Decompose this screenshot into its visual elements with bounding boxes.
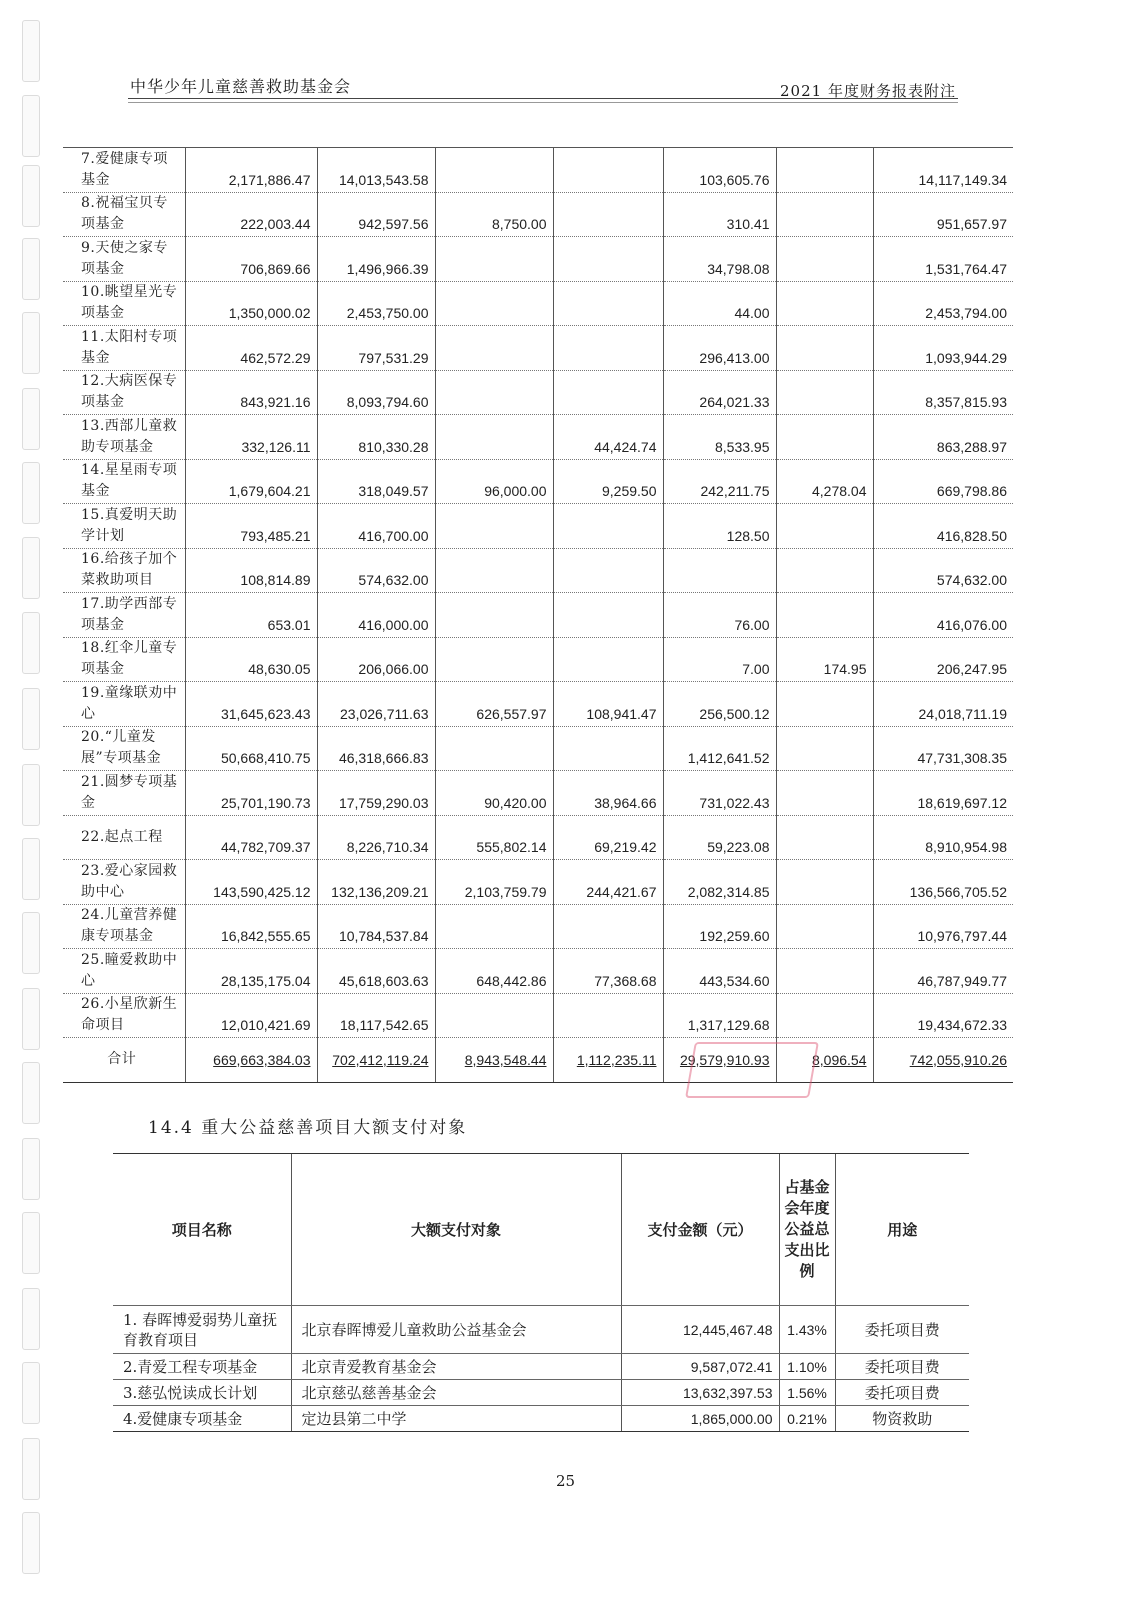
value-cell-c5: 103,605.76 bbox=[663, 148, 776, 193]
value-cell-c4: 44,424.74 bbox=[553, 415, 663, 460]
value-cell-c5: 44.00 bbox=[663, 281, 776, 326]
value-cell-c3 bbox=[435, 593, 553, 638]
payment-ratio-cell: 0.21% bbox=[779, 1406, 835, 1432]
value-cell-c4 bbox=[553, 192, 663, 237]
value-cell-c3: 8,750.00 bbox=[435, 192, 553, 237]
value-cell-c4: 244,421.67 bbox=[553, 860, 663, 905]
value-cell-c7: 416,828.50 bbox=[873, 504, 1013, 549]
payment-project-cell: 2.青爱工程专项基金 bbox=[113, 1354, 291, 1380]
value-cell-c6 bbox=[776, 726, 873, 771]
value-cell-c5: 2,082,314.85 bbox=[663, 860, 776, 905]
value-cell-c7: 136,566,705.52 bbox=[873, 860, 1013, 905]
value-cell-c3: 626,557.97 bbox=[435, 682, 553, 727]
value-cell-c2: 18,117,542.65 bbox=[317, 993, 435, 1038]
value-cell-c3 bbox=[435, 726, 553, 771]
value-cell-c5: 192,259.60 bbox=[663, 904, 776, 949]
binding-hole bbox=[22, 312, 40, 374]
binding-hole bbox=[22, 612, 40, 674]
value-cell-c1: 44,782,709.37 bbox=[185, 815, 317, 860]
value-cell-c7: 47,731,308.35 bbox=[873, 726, 1013, 771]
value-cell-c4: 9,259.50 bbox=[553, 459, 663, 504]
value-cell-c7: 206,247.95 bbox=[873, 637, 1013, 682]
value-cell-c5: 731,022.43 bbox=[663, 771, 776, 816]
table-header-row bbox=[113, 1154, 969, 1306]
binding-hole bbox=[22, 238, 40, 300]
binding-hole bbox=[22, 1438, 40, 1500]
value-cell-c5: 8,533.95 bbox=[663, 415, 776, 460]
table-row bbox=[63, 949, 1013, 994]
payment-ratio-cell: 1.10% bbox=[779, 1354, 835, 1380]
value-cell-c3 bbox=[435, 326, 553, 371]
value-cell-c6 bbox=[776, 370, 873, 415]
value-cell-c6 bbox=[776, 949, 873, 994]
value-cell-c5: 264,021.33 bbox=[663, 370, 776, 415]
table-row bbox=[63, 771, 1013, 816]
value-cell-c4 bbox=[553, 237, 663, 282]
value-cell-c5: 296,413.00 bbox=[663, 326, 776, 371]
value-cell-c5: 7.00 bbox=[663, 637, 776, 682]
value-cell-c6: 4,278.04 bbox=[776, 459, 873, 504]
value-cell-c6 bbox=[776, 326, 873, 371]
table-row bbox=[63, 192, 1013, 237]
value-cell-c7: 1,531,764.47 bbox=[873, 237, 1013, 282]
value-cell-c3: 90,420.00 bbox=[435, 771, 553, 816]
value-cell-c7: 10,976,797.44 bbox=[873, 904, 1013, 949]
value-cell-c6 bbox=[776, 415, 873, 460]
value-cell-c7: 24,018,711.19 bbox=[873, 682, 1013, 727]
value-cell-c6 bbox=[776, 548, 873, 593]
table-row bbox=[63, 993, 1013, 1038]
value-cell-c2: 10,784,537.84 bbox=[317, 904, 435, 949]
value-cell-c4 bbox=[553, 504, 663, 549]
value-cell-c6 bbox=[776, 993, 873, 1038]
value-cell-c6: 8,096.54 bbox=[776, 1038, 873, 1083]
value-cell-c2: 416,700.00 bbox=[317, 504, 435, 549]
value-cell-c1: 48,630.05 bbox=[185, 637, 317, 682]
value-cell-c4: 69,219.42 bbox=[553, 815, 663, 860]
value-cell-c5: 59,223.08 bbox=[663, 815, 776, 860]
value-cell-c4 bbox=[553, 148, 663, 193]
header-rule-thin bbox=[128, 102, 958, 103]
payment-project-cell: 3.慈弘悦读成长计划 bbox=[113, 1380, 291, 1406]
binding-hole bbox=[22, 1512, 40, 1574]
value-cell-c5: 29,579,910.93 bbox=[663, 1038, 776, 1083]
binding-hole bbox=[22, 388, 40, 450]
fund-name-cell: 7.爱健康专项基金 bbox=[63, 148, 185, 193]
fund-name-cell: 12.大病医保专项基金 bbox=[63, 370, 185, 415]
value-cell-c3: 96,000.00 bbox=[435, 459, 553, 504]
fund-name-cell: 9.天使之家专项基金 bbox=[63, 237, 185, 282]
value-cell-c4: 1,112,235.11 bbox=[553, 1038, 663, 1083]
value-cell-c4 bbox=[553, 726, 663, 771]
value-cell-c5: 443,534.60 bbox=[663, 949, 776, 994]
binding-hole bbox=[22, 912, 40, 974]
value-cell-c2: 17,759,290.03 bbox=[317, 771, 435, 816]
table-row bbox=[63, 860, 1013, 905]
value-cell-c5: 1,317,129.68 bbox=[663, 993, 776, 1038]
value-cell-c1: 793,485.21 bbox=[185, 504, 317, 549]
fund-name-cell: 14.星星雨专项基金 bbox=[63, 459, 185, 504]
value-cell-c6: 174.95 bbox=[776, 637, 873, 682]
value-cell-c7: 46,787,949.77 bbox=[873, 949, 1013, 994]
fund-name-cell: 10.眺望星光专项基金 bbox=[63, 281, 185, 326]
value-cell-c1: 669,663,384.03 bbox=[185, 1038, 317, 1083]
fund-name-cell: 15.真爱明天助学计划 bbox=[63, 504, 185, 549]
column-header-ratio: 占基金会年度公益总支出比例 bbox=[779, 1154, 835, 1306]
fund-name-cell: 11.太阳村专项基金 bbox=[63, 326, 185, 371]
value-cell-c7: 742,055,910.26 bbox=[873, 1038, 1013, 1083]
binding-hole bbox=[22, 537, 40, 599]
value-cell-c3: 2,103,759.79 bbox=[435, 860, 553, 905]
value-cell-c6 bbox=[776, 593, 873, 638]
value-cell-c1: 706,869.66 bbox=[185, 237, 317, 282]
value-cell-c5: 310.41 bbox=[663, 192, 776, 237]
value-cell-c2: 45,618,603.63 bbox=[317, 949, 435, 994]
payment-payee-cell: 定边县第二中学 bbox=[291, 1406, 621, 1432]
payment-amount-cell: 13,632,397.53 bbox=[621, 1380, 779, 1406]
value-cell-c3: 555,802.14 bbox=[435, 815, 553, 860]
binding-hole bbox=[22, 1138, 40, 1200]
section-title: 14.4 重大公益慈善项目大额支付对象 bbox=[148, 1118, 468, 1138]
value-cell-c4: 108,941.47 bbox=[553, 682, 663, 727]
payment-amount-cell: 1,865,000.00 bbox=[621, 1406, 779, 1432]
binding-hole bbox=[22, 462, 40, 524]
payment-ratio-cell: 1.43% bbox=[779, 1306, 835, 1354]
value-cell-c3 bbox=[435, 281, 553, 326]
table-row bbox=[63, 415, 1013, 460]
value-cell-c4 bbox=[553, 593, 663, 638]
value-cell-c6 bbox=[776, 504, 873, 549]
value-cell-c7: 8,910,954.98 bbox=[873, 815, 1013, 860]
value-cell-c4 bbox=[553, 993, 663, 1038]
value-cell-c3 bbox=[435, 637, 553, 682]
table-row bbox=[63, 370, 1013, 415]
value-cell-c2: 8,226,710.34 bbox=[317, 815, 435, 860]
value-cell-c7: 1,093,944.29 bbox=[873, 326, 1013, 371]
payment-use-cell: 物资救助 bbox=[835, 1406, 969, 1432]
header-rule bbox=[128, 98, 958, 99]
large-payment-table bbox=[113, 1153, 969, 1432]
value-cell-c4 bbox=[553, 904, 663, 949]
value-cell-c1: 108,814.89 bbox=[185, 548, 317, 593]
fund-name-cell: 22.起点工程 bbox=[63, 815, 185, 860]
value-cell-c2: 46,318,666.83 bbox=[317, 726, 435, 771]
value-cell-c4: 77,368.68 bbox=[553, 949, 663, 994]
column-header-payee: 大额支付对象 bbox=[291, 1154, 621, 1306]
table-row bbox=[63, 904, 1013, 949]
value-cell-c7: 2,453,794.00 bbox=[873, 281, 1013, 326]
value-cell-c7: 863,288.97 bbox=[873, 415, 1013, 460]
payment-payee-cell: 北京慈弘慈善基金会 bbox=[291, 1380, 621, 1406]
value-cell-c2: 206,066.00 bbox=[317, 637, 435, 682]
value-cell-c4: 38,964.66 bbox=[553, 771, 663, 816]
fund-name-cell: 24.儿童营养健康专项基金 bbox=[63, 904, 185, 949]
value-cell-c1: 653.01 bbox=[185, 593, 317, 638]
payment-amount-cell: 12,445,467.48 bbox=[621, 1306, 779, 1354]
fund-name-cell: 16.给孩子加个菜救助项目 bbox=[63, 548, 185, 593]
value-cell-c6 bbox=[776, 281, 873, 326]
value-cell-c2: 942,597.56 bbox=[317, 192, 435, 237]
value-cell-c6 bbox=[776, 682, 873, 727]
binding-hole bbox=[22, 1362, 40, 1424]
binding-hole bbox=[22, 95, 40, 157]
table-row bbox=[63, 459, 1013, 504]
value-cell-c1: 143,590,425.12 bbox=[185, 860, 317, 905]
fund-movement-table bbox=[63, 147, 1013, 1083]
value-cell-c1: 1,350,000.02 bbox=[185, 281, 317, 326]
fund-name-cell: 21.圆梦专项基金 bbox=[63, 771, 185, 816]
value-cell-c7: 669,798.86 bbox=[873, 459, 1013, 504]
binding-hole bbox=[22, 1062, 40, 1124]
value-cell-c7: 416,076.00 bbox=[873, 593, 1013, 638]
value-cell-c6 bbox=[776, 148, 873, 193]
value-cell-c5: 1,412,641.52 bbox=[663, 726, 776, 771]
value-cell-c1: 25,701,190.73 bbox=[185, 771, 317, 816]
table-row bbox=[63, 593, 1013, 638]
value-cell-c2: 2,453,750.00 bbox=[317, 281, 435, 326]
value-cell-c3: 648,442.86 bbox=[435, 949, 553, 994]
value-cell-c4 bbox=[553, 637, 663, 682]
value-cell-c5: 76.00 bbox=[663, 593, 776, 638]
value-cell-c5: 256,500.12 bbox=[663, 682, 776, 727]
value-cell-c3 bbox=[435, 370, 553, 415]
value-cell-c2: 23,026,711.63 bbox=[317, 682, 435, 727]
fund-name-cell: 13.西部儿童救助专项基金 bbox=[63, 415, 185, 460]
value-cell-c6 bbox=[776, 904, 873, 949]
binding-hole bbox=[22, 20, 40, 82]
value-cell-c6 bbox=[776, 860, 873, 905]
value-cell-c1: 462,572.29 bbox=[185, 326, 317, 371]
binding-hole bbox=[22, 688, 40, 750]
fund-name-cell: 20.“儿童发展”专项基金 bbox=[63, 726, 185, 771]
value-cell-c2: 14,013,543.58 bbox=[317, 148, 435, 193]
binding-hole bbox=[22, 838, 40, 900]
value-cell-c6 bbox=[776, 815, 873, 860]
value-cell-c3 bbox=[435, 993, 553, 1038]
value-cell-c7: 18,619,697.12 bbox=[873, 771, 1013, 816]
table-row bbox=[63, 682, 1013, 727]
value-cell-c3 bbox=[435, 148, 553, 193]
page-number: 25 bbox=[555, 1472, 576, 1490]
value-cell-c2: 810,330.28 bbox=[317, 415, 435, 460]
binding-hole bbox=[22, 988, 40, 1050]
payment-payee-cell: 北京青爱教育基金会 bbox=[291, 1354, 621, 1380]
fund-name-cell: 23.爱心家园救助中心 bbox=[63, 860, 185, 905]
table-row bbox=[63, 637, 1013, 682]
payment-ratio-cell: 1.56% bbox=[779, 1380, 835, 1406]
table-row bbox=[113, 1306, 969, 1354]
fund-name-cell: 19.童缘联劝中心 bbox=[63, 682, 185, 727]
value-cell-c7: 8,357,815.93 bbox=[873, 370, 1013, 415]
value-cell-c1: 1,679,604.21 bbox=[185, 459, 317, 504]
value-cell-c1: 50,668,410.75 bbox=[185, 726, 317, 771]
value-cell-c3 bbox=[435, 504, 553, 549]
value-cell-c7: 574,632.00 bbox=[873, 548, 1013, 593]
value-cell-c6 bbox=[776, 192, 873, 237]
table-row bbox=[63, 548, 1013, 593]
value-cell-c1: 843,921.16 bbox=[185, 370, 317, 415]
header-organization: 中华少年儿童慈善救助基金会 bbox=[130, 77, 352, 96]
table-row bbox=[113, 1380, 969, 1406]
fund-name-cell: 26.小星欣新生命项目 bbox=[63, 993, 185, 1038]
value-cell-c2: 797,531.29 bbox=[317, 326, 435, 371]
value-cell-c2: 318,049.57 bbox=[317, 459, 435, 504]
table-total-row bbox=[63, 1038, 1013, 1083]
value-cell-c3: 8,943,548.44 bbox=[435, 1038, 553, 1083]
table-row bbox=[63, 815, 1013, 860]
payment-use-cell: 委托项目费 bbox=[835, 1354, 969, 1380]
fund-name-cell: 25.瞳爱救助中心 bbox=[63, 949, 185, 994]
value-cell-c1: 31,645,623.43 bbox=[185, 682, 317, 727]
table-row bbox=[63, 504, 1013, 549]
value-cell-c1: 2,171,886.47 bbox=[185, 148, 317, 193]
column-header-project: 项目名称 bbox=[113, 1154, 291, 1306]
value-cell-c5: 242,211.75 bbox=[663, 459, 776, 504]
table-row bbox=[113, 1354, 969, 1380]
value-cell-c1: 332,126.11 bbox=[185, 415, 317, 460]
value-cell-c3 bbox=[435, 237, 553, 282]
value-cell-c6 bbox=[776, 237, 873, 282]
table-row bbox=[63, 281, 1013, 326]
value-cell-c3 bbox=[435, 415, 553, 460]
fund-name-cell: 合计 bbox=[63, 1038, 185, 1083]
value-cell-c1: 222,003.44 bbox=[185, 192, 317, 237]
payment-use-cell: 委托项目费 bbox=[835, 1380, 969, 1406]
fund-name-cell: 8.祝福宝贝专项基金 bbox=[63, 192, 185, 237]
value-cell-c2: 132,136,209.21 bbox=[317, 860, 435, 905]
value-cell-c5: 128.50 bbox=[663, 504, 776, 549]
value-cell-c4 bbox=[553, 326, 663, 371]
value-cell-c2: 574,632.00 bbox=[317, 548, 435, 593]
payment-project-cell: 1. 春晖博爱弱势儿童抚育教育项目 bbox=[113, 1306, 291, 1354]
value-cell-c3 bbox=[435, 904, 553, 949]
column-header-amount: 支付金额（元） bbox=[621, 1154, 779, 1306]
value-cell-c6 bbox=[776, 771, 873, 816]
binding-hole bbox=[22, 1288, 40, 1350]
value-cell-c7: 19,434,672.33 bbox=[873, 993, 1013, 1038]
fund-name-cell: 17.助学西部专项基金 bbox=[63, 593, 185, 638]
value-cell-c2: 1,496,966.39 bbox=[317, 237, 435, 282]
value-cell-c5 bbox=[663, 548, 776, 593]
payment-amount-cell: 9,587,072.41 bbox=[621, 1354, 779, 1380]
table-row bbox=[63, 148, 1013, 193]
table-row bbox=[63, 237, 1013, 282]
value-cell-c7: 14,117,149.34 bbox=[873, 148, 1013, 193]
payment-project-cell: 4.爱健康专项基金 bbox=[113, 1406, 291, 1432]
column-header-use: 用途 bbox=[835, 1154, 969, 1306]
table-row bbox=[63, 726, 1013, 771]
table-row bbox=[63, 326, 1013, 371]
value-cell-c7: 951,657.97 bbox=[873, 192, 1013, 237]
value-cell-c2: 702,412,119.24 bbox=[317, 1038, 435, 1083]
value-cell-c1: 12,010,421.69 bbox=[185, 993, 317, 1038]
value-cell-c3 bbox=[435, 548, 553, 593]
value-cell-c4 bbox=[553, 548, 663, 593]
payment-use-cell: 委托项目费 bbox=[835, 1306, 969, 1354]
binding-hole bbox=[22, 165, 40, 227]
fund-name-cell: 18.红伞儿童专项基金 bbox=[63, 637, 185, 682]
value-cell-c5: 34,798.08 bbox=[663, 237, 776, 282]
header-document-title: 2021 年度财务报表附注 bbox=[780, 82, 956, 100]
value-cell-c4 bbox=[553, 370, 663, 415]
value-cell-c4 bbox=[553, 281, 663, 326]
binding-hole bbox=[22, 1212, 40, 1274]
table-row bbox=[113, 1406, 969, 1432]
payment-payee-cell: 北京春晖博爱儿童救助公益基金会 bbox=[291, 1306, 621, 1354]
value-cell-c2: 416,000.00 bbox=[317, 593, 435, 638]
value-cell-c1: 28,135,175.04 bbox=[185, 949, 317, 994]
value-cell-c1: 16,842,555.65 bbox=[185, 904, 317, 949]
value-cell-c2: 8,093,794.60 bbox=[317, 370, 435, 415]
binding-hole bbox=[22, 764, 40, 826]
